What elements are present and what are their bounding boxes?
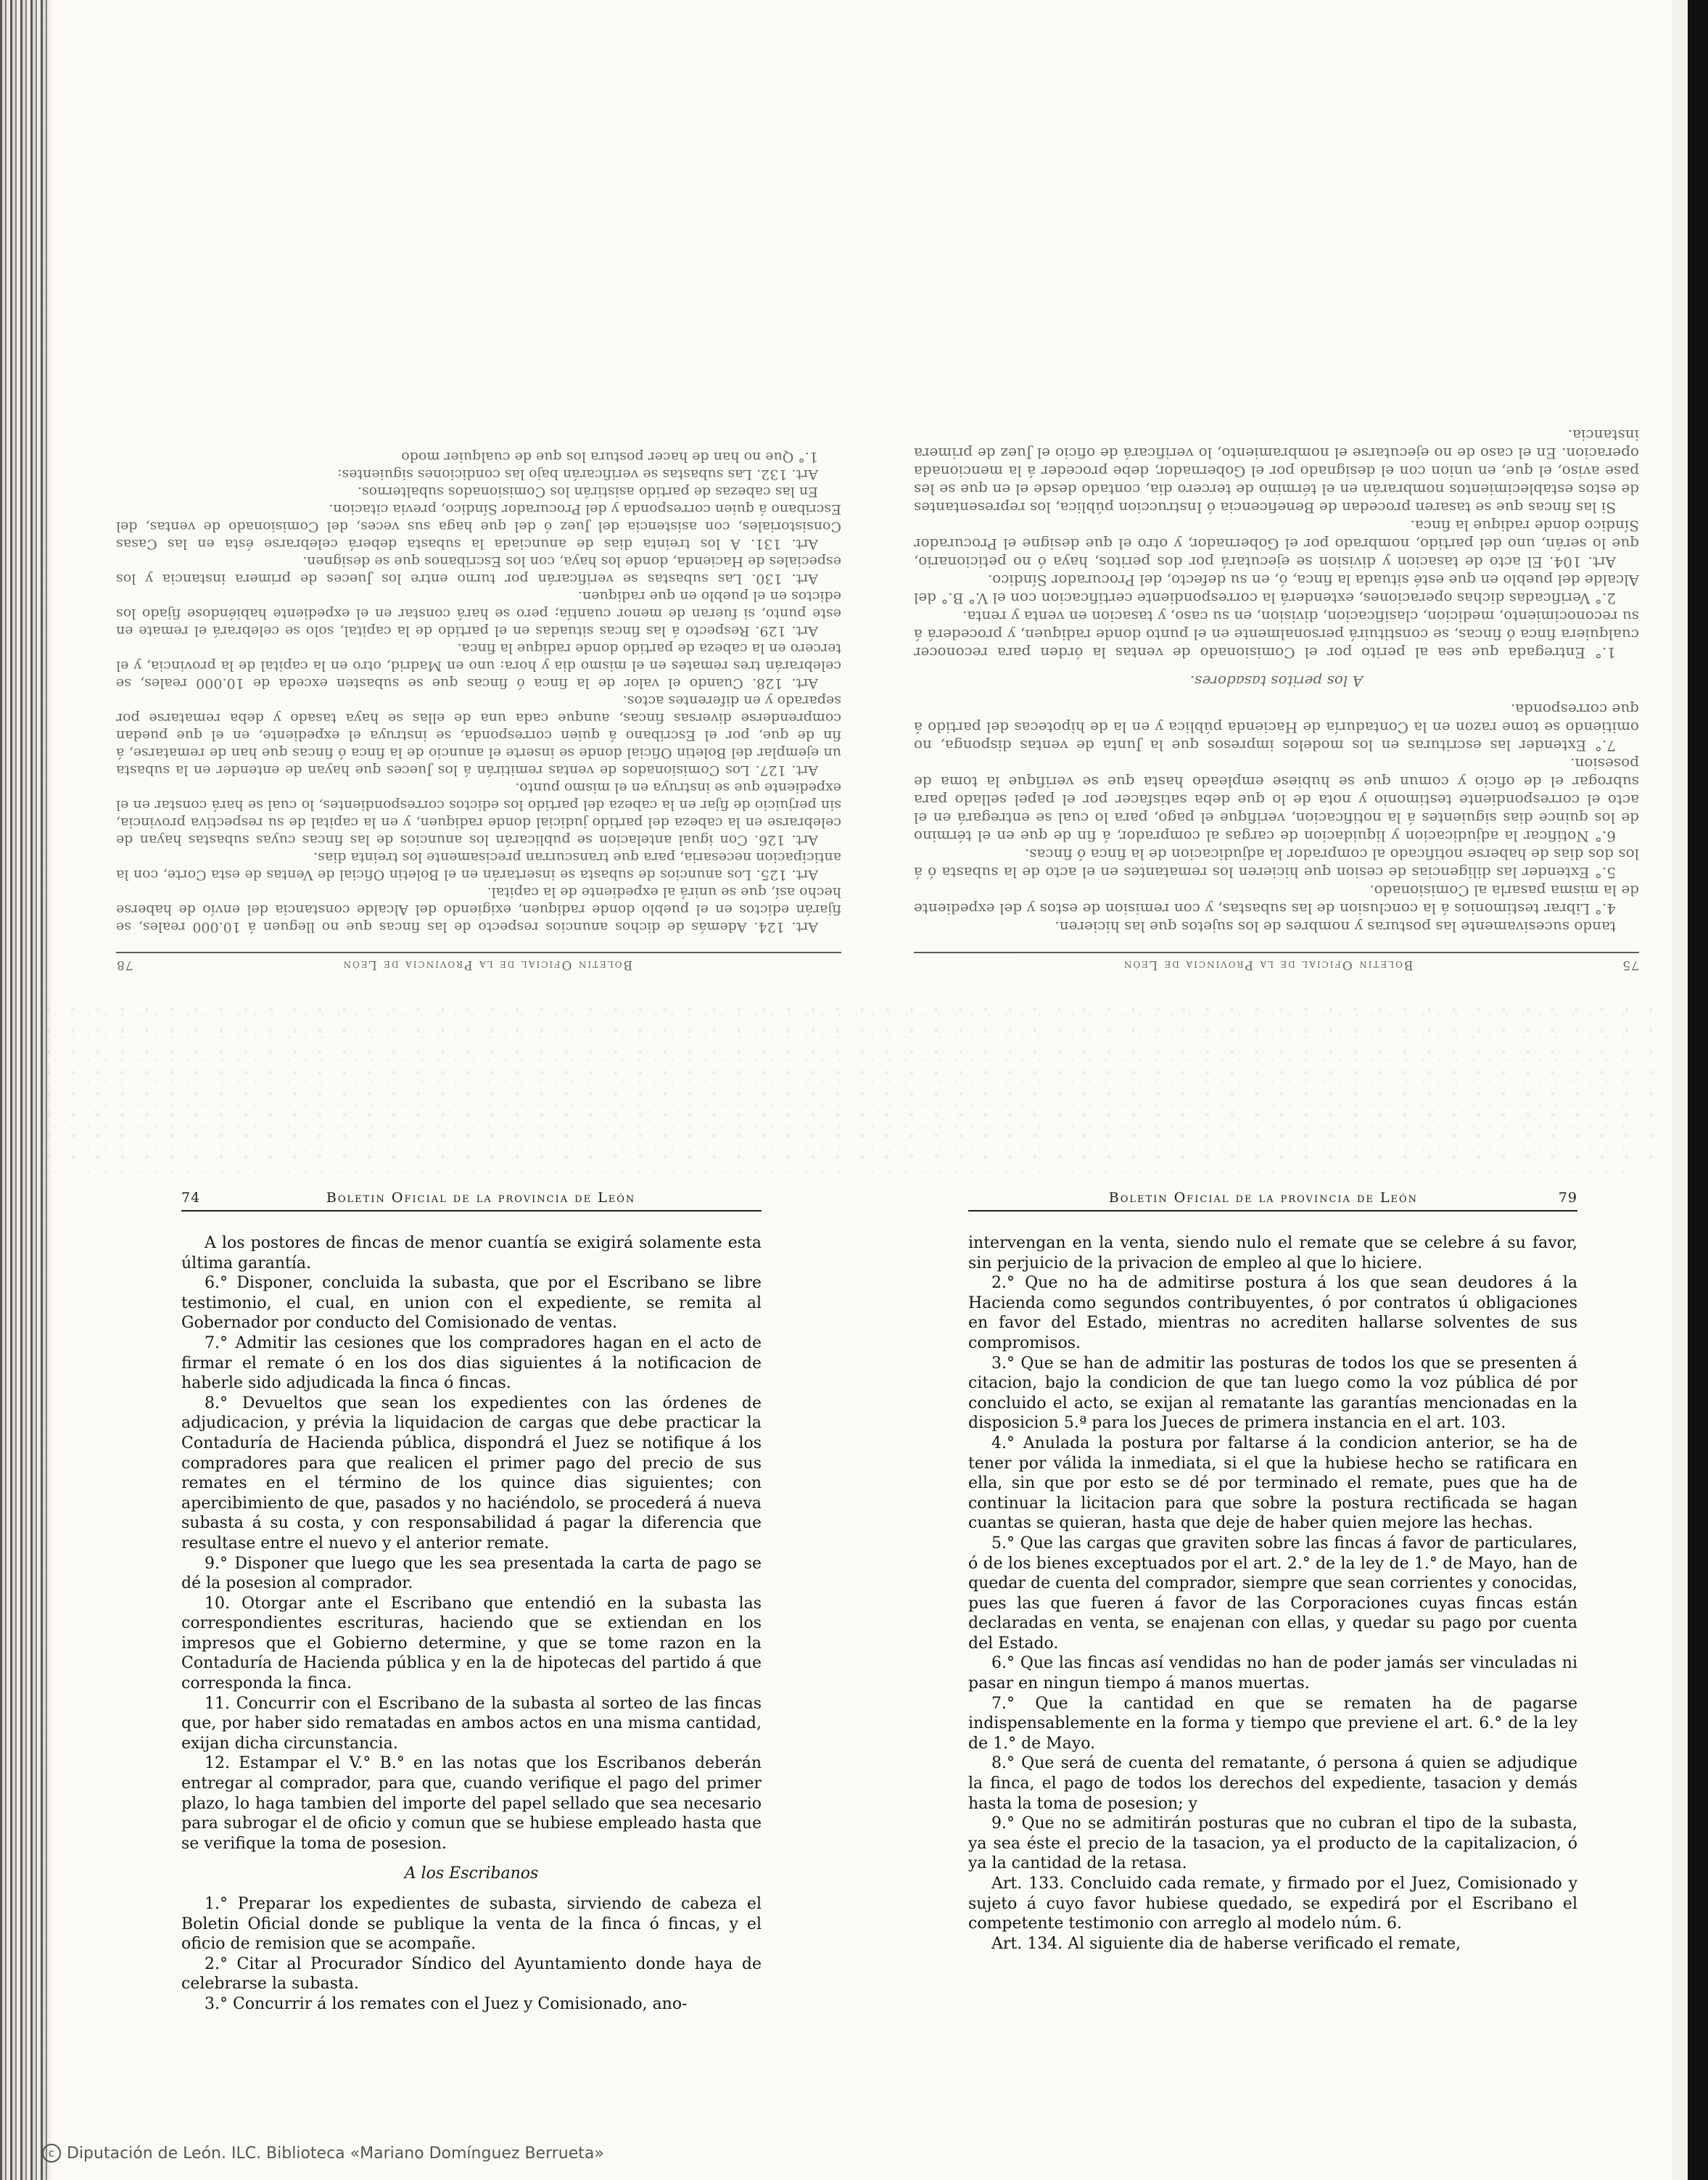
upper-spread-inverted: [51, 87, 1668, 987]
scan-right-border: [1688, 0, 1708, 2180]
upper-left-page: [914, 426, 1639, 936]
paragraph: 6.° Que las fincas así vendidas no han de poder jamás ser vinculadas ni pasar en ningun tiempo á manos muertas.: [968, 1654, 1577, 1693]
paragraph: Art. 125. Los anuncios de subasta se insertarán en el Boletin Oficial de Ventas de esta Corte, con la anticipacion necesaria, para que transcurran precisamente los treinta dias.: [116, 850, 841, 883]
copyright-icon: c: [42, 2144, 61, 2163]
paragraph: 2.° Citar al Procurador Síndico del Ayuntamiento donde haya de celebrarse la subasta.: [181, 1954, 762, 1994]
paragraph: 6.° Notificar la adjudicacion y liquidacion de cargas al comprador, á fin de que en el término de los quince dias siguientes á la notificacion, verifique el pago, para lo cual se entregará en el acto el correspondiente testimonio y nota de lo que deba satisfacer por el papel sellado para subrogar el de oficio y comun que se hubiese empleado hasta que se verifique la toma de posesion.: [914, 755, 1639, 845]
paragraph: 3.° Que se han de admitir las posturas de todos los que se presenten á citacion, bajo la condicion de que tan luego como la voz pública dé por concluido el acto, se exijan al rematante las garantías mencionadas en la disposicion 5.ª para los Jueces de primera instancia en el art. 103.: [968, 1354, 1577, 1433]
paragraph: A los postores de fincas de menor cuantía se exigirá solamente esta última garantía.: [181, 1234, 762, 1272]
paragraph: 4.° Anulada la postura por faltarse á la condicion anterior, se ha de tener por válida la inmediata, si el que la hubiese hecho se ratificara en ella, sin que por esto se dé por terminado el remate, pues que ha de continuar la licitacion para que sobre la postura rectificada se hagan cuantas se quieran, hasta que deje de haber quien mejore las hechas.: [968, 1434, 1577, 1533]
running-title: Boletin Oficial de la Provincia de León: [1122, 958, 1414, 972]
running-title: Boletin Oficial de la provincia de León: [1108, 1190, 1419, 1206]
paragraph: 10. Otorgar ante el Escribano que entendió en la subasta las correspondientes escrituras, haciendo que se extiendan en los impresos que el Gobierno determine, y que se tome razon en la Contaduría de Hacienda pública y en la de hipotecas del partido á que corresponda la finca.: [181, 1594, 762, 1693]
paragraph: 1.° Entregada que sea al perito por el Comisionado de ventas la órden para reconocer cualquiera finca ó fincas, se constituirá personalmente en el punto donde radiquen, y procederá á su reconocimiento, medicion, clasificacion, division, en su caso, y tasacion en venta y renta.: [914, 608, 1639, 662]
paragraph: Art. 127. Los Comisionados de ventas remitirán á los Jueces que hayan de entender en la subasta un ejemplar del Boletin Oficial donde se inserte el anuncio de la finca ó fincas que han de rematarse, á fin de que, por el Escribano á quien corresponda, se instruya el expediente, en el que puedan comprenderse diversas fincas, aunque cada una de ellas se haya tasado y deba rematarse por separado y en diferentes actos.: [116, 693, 841, 778]
paragraph: Art. 124. Además de dichos anuncios respecto de las fincas que no lleguen á 10.000 reales, se fijarán edictos en el pueblo donde radiquen, exigiendo del Alcalde constancia del envío de haberse hecho así, que se unirá al expediente de la capital.: [116, 884, 841, 935]
paragraph: 8.° Que será de cuenta del rematante, ó persona á quien se adjudique la finca, el pago de todos los derechos del expediente, tasacion y demás hasta la toma de posesion; y: [968, 1754, 1577, 1813]
lower-left-page: [181, 1233, 762, 2015]
paragraph: Art. 104. El acto de tasacion y division se ejecutará por dos peritos, haya ó no peticionario, que lo serán, uno del partido, nombrado por el Gobernador, y otro el que designe el Procurador Síndico donde radique la finca.: [914, 517, 1639, 571]
paragraph: 6.° Disponer, concluida la subasta, que por el Escribano se libre testimonio, el cual, en union con el expediente, se remita al Gobernador por conducto del Comisionado de ventas.: [181, 1274, 762, 1333]
paragraph: Art. 132. Las subastas se verificarán bajo las condiciones siguientes:: [337, 466, 818, 482]
upper-left-runhead: [914, 952, 1639, 972]
page-number: 74: [181, 1190, 201, 1206]
paragraph: 9.° Que no se admitirán posturas que no cubran el tipo de la subasta, ya sea éste el precio de la tasacion, ya el producto de la capitalizacion, ó ya la cantidad de la retasa.: [968, 1814, 1577, 1873]
lower-right-runhead: [968, 1190, 1577, 1212]
paragraph: 12. Estampar el V.° B.° en las notas que los Escribanos deberán entregar al comprador, para que, cuando verifique el pago del primer plazo, lo haga tambien del importe del papel sellado que sea necesario para subrogar el de oficio y comun que se hubiese empleado hasta que se verifique la toma de posesion.: [181, 1754, 762, 1853]
upper-right-runhead: [116, 952, 841, 972]
running-title: Boletin Oficial de la provincia de León: [326, 1190, 636, 1206]
lower-left-runhead: [181, 1190, 762, 1212]
scan-noise: [44, 1001, 1654, 1175]
paragraph: 9.° Disponer que luego que les sea presentada la carta de pago se dé la posesion al comprador.: [181, 1554, 762, 1593]
paragraph: 7.° Extender las escrituras en los modelos impresos que la Junta de ventas disponga, no omitiendo se tome razon en la Contaduría de Hacienda pública y en la de hipotecas del partido á que corresponda.: [914, 701, 1639, 754]
paragraph: Art. 134. Al siguiente dia de haberse verificado el remate,: [991, 1934, 1461, 1953]
page-number: 75: [1622, 958, 1639, 972]
paragraph: Art. 130. Las subastas se verificarán por turno entre los Jueces de primera instancia y los especiales de Hacienda, donde los haya, con los Escribanos que se designen.: [116, 554, 841, 587]
paragraph: 8.° Devueltos que sean los expedientes con las órdenes de adjudicacion, y prévia la liquidacion de cargas que debe practicar la Contaduría de Hacienda pública, dispondrá el Juez se notifique á los compradores para que realicen el primer pago del precio de sus remates en el término de los quince dias siguientes; con apercibimiento de que, pasados y no haciéndolo, se procederá á nueva subasta á su costa, y con responsabilidad á pagar la diferencia que resultase entre el nuevo y el anterior remate.: [181, 1394, 762, 1552]
upper-right-page: [116, 448, 841, 936]
paragraph: 1.° Que no han de hacer postura los que de cualquier modo: [401, 449, 818, 465]
paragraph: 7.° Admitir las cesiones que los compradores hagan en el acto de firmar el remate ó en los dos dias siguientes á la notificacion de haberle sido adjudicada la finca ó fincas.: [181, 1333, 762, 1393]
paragraph: Si las fincas que se tasaren procedan de Beneficencia ó Instruccion pública, los representantes de estos establecimientos nombrarán en el término de tercero dia, contado desde el en que se les pase aviso, el que, en union con el designado por el Gobernador, debe proceder á la mencionada operacion. En el caso de no ejecutarse el nombramiento, lo verificará de oficio el Juez de primera instancia.: [914, 427, 1639, 517]
credit-text: Diputación de León. ILC. Biblioteca «Mariano Domínguez Berrueta»: [67, 2144, 604, 2163]
paragraph: Art. 128. Cuando el valor de la finca ó fincas que se subasten exceda de 10.000 reales, se celebrarán tres remates en el mismo dia y hora: uno en Madrid, otro en la capital de la provincia, y el tercero en la cabeza de partido donde radique la finca.: [116, 641, 841, 691]
paragraph: Art. 126. Con igual antelacion se publicarán los anuncios de las fincas cuyas subastas hayan de celebrarse en la cabeza del partido judicial donde radiquen, y en la capital de su respectiva provincia, sin perjuicio de fijar en la cabeza del partido los edictos correspondientes, lo cual se hará constar en el expediente que se instruya en el mismo punto.: [116, 780, 841, 848]
paragraph: 11. Concurrir con el Escribano de la subasta al sorteo de las fincas que, por haber sido rematadas en ambos actos en una misma cantidad, exijan dicha circunstancia.: [181, 1694, 762, 1753]
page-number: 79: [1558, 1190, 1577, 1206]
section-heading: A los Escribanos: [404, 1864, 539, 1883]
paragraph: 7.° Que la cantidad en que se rematen ha de pagarse indispensablemente en la forma y tiempo que previene el art. 6.° de la ley de 1.° de Mayo.: [968, 1694, 1577, 1753]
paragraph: intervengan en la venta, siendo nulo el remate que se celebre á su favor, sin perjuicio de la privacion de empleo al que lo hiciere.: [968, 1234, 1577, 1272]
paragraph: tando sucesivamente las posturas y nombres de los sujetos que las hicieren.: [1055, 918, 1616, 936]
paragraph: 1.° Preparar los expedientes de subasta, sirviendo de cabeza el Boletin Oficial donde se publique la venta de la finca ó fincas, y el oficio de remision que se acompañe.: [181, 1895, 762, 1954]
lower-right-page: [968, 1233, 1577, 1954]
paragraph: 2.° Verificadas dichas operaciones, extenderá la correspondiente certificacion con el V.° B.° del Alcalde del pueblo en que esté situada la finca, ó, en su defecto, del Procurador Síndico.: [914, 572, 1639, 607]
page-number: 78: [116, 958, 133, 972]
paragraph: Art. 131. A los treinta dias de anunciada la subasta deberá celebrarse ésta en las Casas Consistoriales, con asistencia del Juez ó del que haga sus veces, del Comisionado de ventas, del Escribano á quien corresponda y del Procurador Síndico, previa citacion.: [116, 501, 841, 552]
paragraph: 3.° Concurrir á los remates con el Juez y Comisionado, ano-: [205, 1994, 688, 2013]
paragraph: 4.° Librar testimonios á la conclusion de las subastas, y con remision de estos y del expediente de la misma pasarla al Comisionado.: [914, 882, 1639, 918]
running-title: Boletin Oficial de la Provincia de León: [342, 958, 633, 972]
section-heading: A los peritos tasadores.: [1189, 672, 1363, 690]
paragraph: Art. 129. Respecto á las fincas situadas en el partido de la capital, solo se celebrará el remate en este punto, si fueran de menor cuantía; pero se hará constar en el expediente habiéndose fijado los edictos en el pueblo en que radiquen.: [116, 588, 841, 639]
paragraph: 5.° Que las cargas que graviten sobre las fincas á favor de particulares, ó de los bienes exceptuados por el art. 2.° de la ley de 1.° de Mayo, han de quedar de cuenta del comprador, siempre que sean corrientes y conocidas, pues las que fueren á favor de las Corporaciones cuyas fincas están declaradas en venta, se enajenan con ellas, y quedar su pago por cuenta del Estado.: [968, 1534, 1577, 1653]
paragraph: En las cabezas de partido asistirán los Comisionados subalternos.: [357, 484, 818, 500]
paragraph: Art. 133. Concluido cada remate, y firmado por el Juez, Comisionado y sujeto á cuyo favor hubiese quedado, se expedirá por el Escribano el competente testimonio con arreglo al modelo núm. 6.: [968, 1875, 1577, 1933]
paragraph: 5.° Extender las diligencias de cesion que hicieren los rematantes en el acto de la subasta ó á los dos dias de haberse notificado al comprador la adjudicacion de la finca ó fincas.: [914, 846, 1639, 881]
paragraph: 2.° Que no ha de admitirse postura á los que sean deudores á la Hacienda como segundos contribuyentes, ó por contratos ú obligaciones en favor del Estado, mientras no acrediten hallarse solventes de sus compromisos.: [968, 1274, 1577, 1352]
archive-credit: [42, 2144, 604, 2163]
